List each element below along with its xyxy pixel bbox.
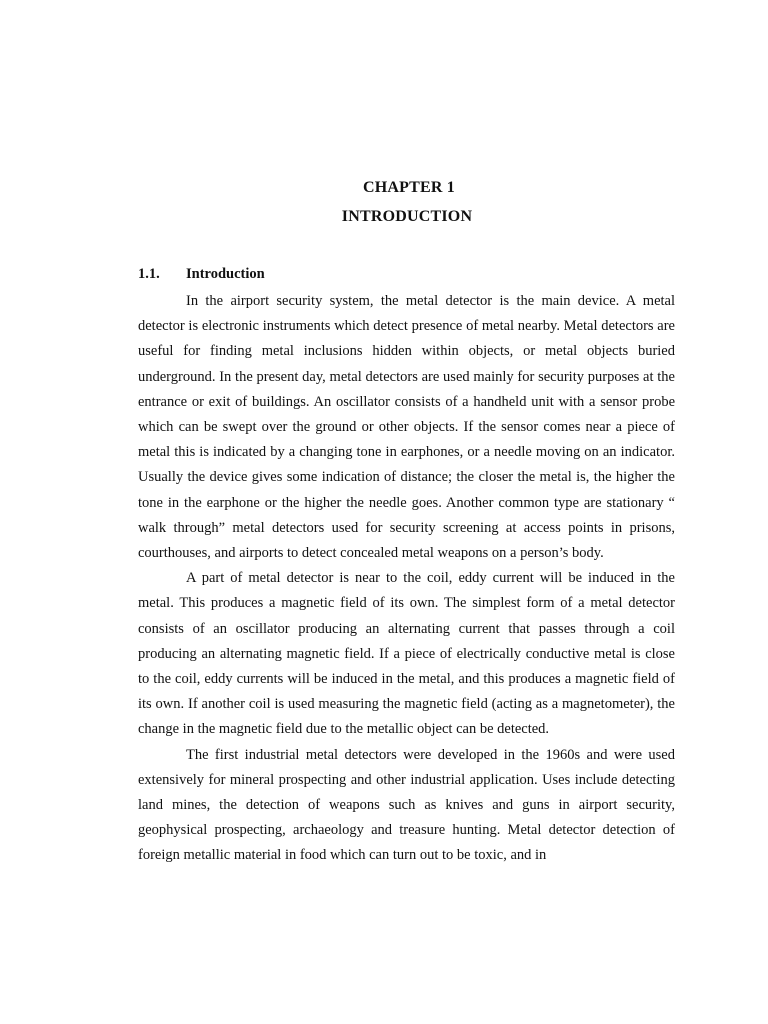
section-number: 1.1. <box>138 266 160 282</box>
section-heading <box>138 265 265 283</box>
chapter-title: INTRODUCTION <box>341 208 473 225</box>
section-title: Introduction <box>186 266 265 282</box>
paragraph: In the airport security system, the metal detector is the main device. A metal detector is electronic instruments which detect presence of metal nearby. Metal detectors are useful for finding metal inclusions hidden within objects, or metal objects buried underground. In the present day, metal detectors are used mainly for security purposes at the entrance or exit of buildings. An oscillator consists of a handheld unit with a sensor probe which can be swept over the ground or other objects. If the sensor comes near a piece of metal this is indicated by a changing tone in earphones, or a needle moving on an indicator. Usually the device gives some indication of distance; the closer the metal is, the higher the tone in the earphone or the higher the needle goes. Another common type are stationary “ walk through” metal detectors used for security screening at access points in prisons, courthouses, and airports to detect concealed metal weapons on a person’s body. <box>138 293 675 562</box>
chapter-number: CHAPTER 1 <box>362 179 456 196</box>
paragraph: The first industrial metal detectors were developed in the 1960s and were used extensively for mineral prospecting and other industrial application. Uses include detecting land mines, the detection of weapons such as knives and guns in airport security, geophysical prospecting, archaeology and treasure hunting. Metal detector detection of foreign metallic material in food which can turn out to be toxic, and in <box>138 746 675 864</box>
body-text <box>138 289 675 869</box>
paragraph: A part of metal detector is near to the coil, eddy current will be induced in the metal. This produces a magnetic field of its own. The simplest form of a metal detector consists of an oscillator producing an alternating current that passes through a coil producing an alternating magnetic field. If a piece of electrically conductive metal is close to the coil, eddy currents will be induced in the metal, and this produces a magnetic field of its own. If another coil is used measuring the magnetic field (acting as a magnetometer), the change in the magnetic field due to the metallic object can be detected. <box>138 570 675 738</box>
